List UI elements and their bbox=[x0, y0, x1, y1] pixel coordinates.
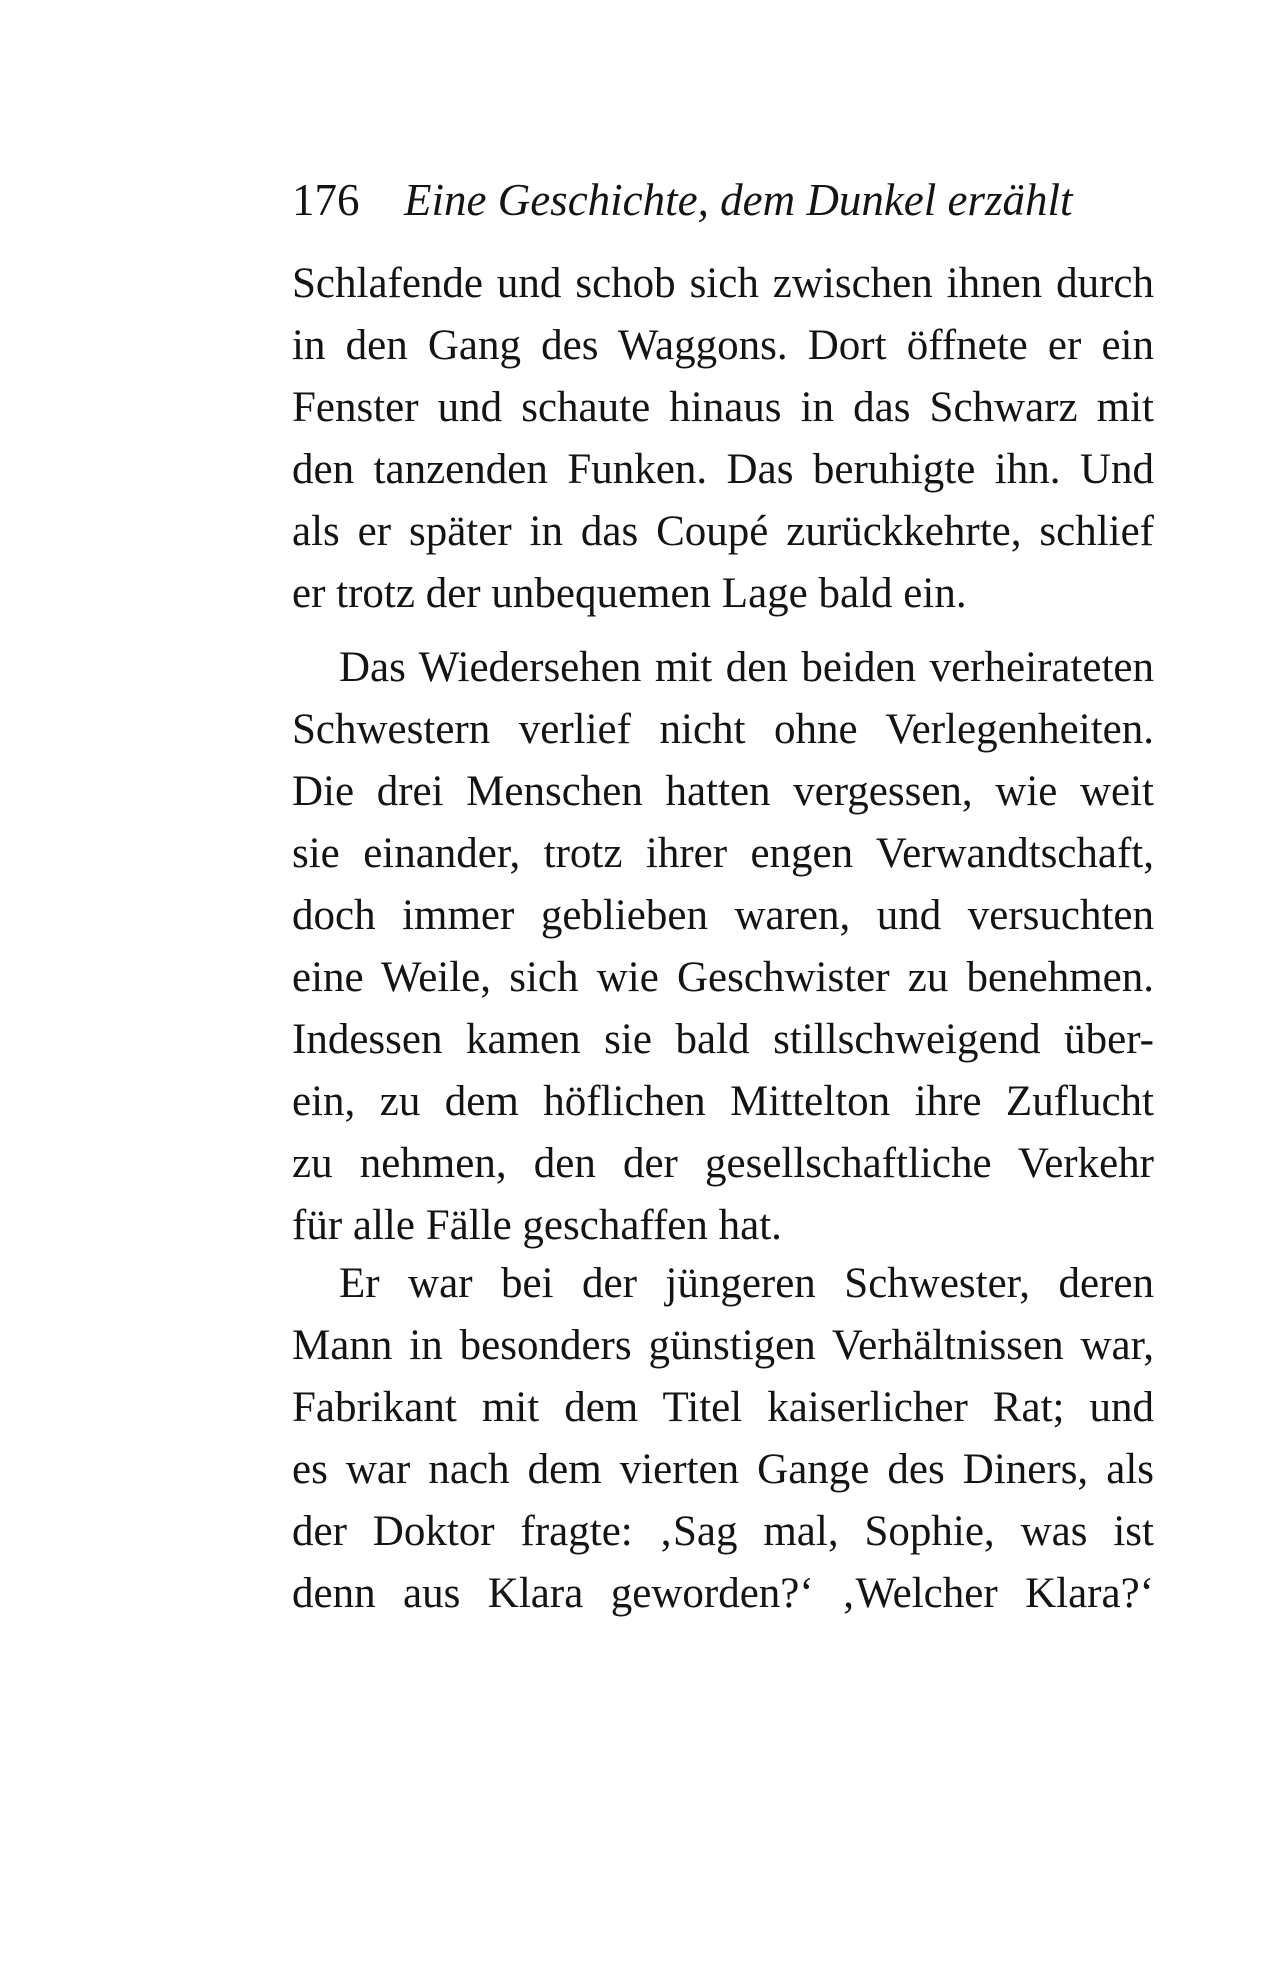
text-line: Das Wiedersehen mit den beiden verheirateten bbox=[339, 644, 1154, 691]
text-line: ein, zu dem höflichen Mittelton ihre Zuflucht bbox=[292, 1078, 1154, 1125]
text-line: Schlafende und schob sich zwischen ihnen durch bbox=[292, 260, 1154, 307]
text-line: in den Gang des Waggons. Dort öffnete er ein bbox=[292, 322, 1154, 369]
text-line: für alle Fälle geschaffen hat. bbox=[292, 1202, 782, 1249]
running-head bbox=[292, 170, 1162, 230]
text-line: Die drei Menschen hatten vergessen, wie weit bbox=[292, 768, 1154, 815]
paragraph bbox=[292, 253, 1154, 625]
text-line: den tanzenden Funken. Das beruhigte ihn. Und bbox=[292, 446, 1154, 493]
text-line: doch immer geblieben waren, und versuchten bbox=[292, 892, 1154, 939]
text-line: Fenster und schaute hinaus in das Schwarz mit bbox=[292, 384, 1154, 431]
text-line: zu nehmen, den der gesellschaftliche Verkehr bbox=[292, 1140, 1154, 1187]
text-line: Indessen kamen sie bald stillschweigend über- bbox=[292, 1016, 1154, 1063]
text-line: es war nach dem vierten Gange des Diners, als bbox=[292, 1446, 1154, 1493]
text-line: Schwestern verlief nicht ohne Verlegenheiten. bbox=[292, 706, 1154, 753]
text-line: denn aus Klara geworden?‘ ‚Welcher Klara?‘ bbox=[292, 1570, 1154, 1617]
text-line: sie einander, trotz ihrer engen Verwandtschaft, bbox=[292, 830, 1154, 877]
text-line: Mann in besonders günstigen Verhältnissen war, bbox=[292, 1322, 1154, 1369]
text-line: Er war bei der jüngeren Schwester, deren bbox=[339, 1260, 1154, 1307]
text-line: Fabrikant mit dem Titel kaiserlicher Rat; und bbox=[292, 1384, 1154, 1431]
text-line: er trotz der unbequemen Lage bald ein. bbox=[292, 570, 967, 617]
text-line: eine Weile, sich wie Geschwister zu benehmen. bbox=[292, 954, 1154, 1001]
text-line: als er später in das Coupé zurückkehrte, schlief bbox=[292, 508, 1154, 555]
text-line: der Doktor fragte: ‚Sag mal, Sophie, was ist bbox=[292, 1508, 1154, 1555]
paragraph bbox=[292, 1253, 1154, 1625]
page-number: 176 bbox=[292, 175, 360, 225]
paragraph bbox=[292, 637, 1154, 1257]
running-title: Eine Geschichte, dem Dunkel erzählt bbox=[404, 175, 1073, 225]
